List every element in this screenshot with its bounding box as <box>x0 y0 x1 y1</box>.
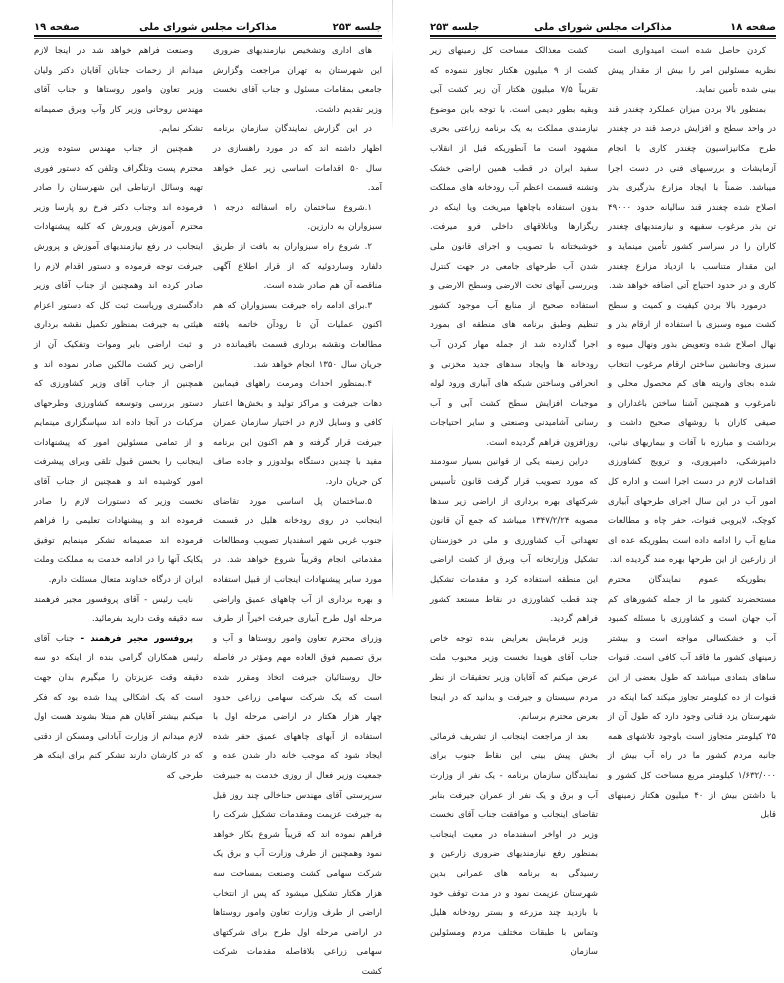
paragraph: بعد از مراجعت اینجانب از تشریف فرمائی بخش پیش بینی این نقاط جنوب برای نمایندگان سازمان برنامه - یک نفر از وزارت آب و برق و یک نفر از عمران جیرفت بنابر تقاضای اینجانب و موافقت جناب آقای نخست وزیر در اواخر اسفندماه در معیت اینجانب بمنظور رفع نیازمندیهای ضروری زارعین و رسیدگی به برنامه های عمرانی بدین شهرستان عزیمت نمود و در مدت توقف خود با بازدید چند مزرعه و بستر رودخانه هلیل وتماس با طبقات مختلف مردم ومسئولین سازمان <box>430 731 598 958</box>
paragraph: همچنین از جناب مهندس ستوده وزیر محترم پست وتلگراف وتلفن که دستور فوری تهیه وسائل ارتباطی این شهرستان را صادر فرموده اند وجناب دکتر فرخ رو پارسا وزیر محترم آموزش وپرورش که کلیه پیشنهادات اینجانب در رفع نیازمندیهای آموزش و پرورش جیرفت توجه فرموده و دستور اقدام لازم را صادر کرده اند وهمچنین از جناب آقای وزیر دادگستری وریاست ثبت کل که دستور اعزام هیئتی به جیرفت بمنظور تکمیل نقشه برداری و ثبت اراضی بایر وموات وتفکیک آن از اراضی زیر کشت مالکین صادر نموده اند و همچنین از جناب آقای وزیر کشاورزی که دستور بررسی وتوسعه کشاورزی وطرحهای مرکبات در آنجا داده اند سپاسگزاری مینمایم و از تمامی مسئولین امور که پیشنهادات اینجانب را بحسن قبول تلقی وبرای پیشرفت امور کوشیده اند و همچنین از جناب آقای نخست وزیر که دستورات لازم را صادر فرموده اند و پیشنهادات تعلیمی را فراهم فرموده اند صمیمانه تشکر مینمایم توفیق یکایک آنها را در ادامه خدمت به مملکت وملت ایران از درگاه خداوند متعال مسئلت دارم. <box>34 143 203 586</box>
paragraph: بطوریکه عموم نمایندگان محترم مستحضرند کشور ما از جمله کشورهای کم آب جهان است و کشاورزی با مسئله کمبود آب و خشکسالی مواجه است و بیشتر زمینهای کشور ما فاقد آب کافی است. قنوات ساهای بتمادی میباشد که طول بعضی از این قنوات از ده کیلومتر تجاوز میکند کما اینکه در شهرستان یزد قناتی وجود دارد که طول آن از ۲۵ کیلومتر متجاوز است باوجود تلاشهای همه جانبه مردم کشور ما در راه آب بیش از ۱/۶۳۲/۰۰۰ کیلومتر مربع مساحت کل کشور و با داشتن بیش از ۴۰ میلیون هکتار زمینهای قابل <box>608 575 777 821</box>
page-number: صفحه ۱۹ <box>34 22 80 33</box>
speech-paragraph <box>34 630 203 787</box>
column-right <box>608 42 776 963</box>
paragraph: وزیر فرمایش بعرایض بنده توجه خاص جناب آقای هویدا نخست وزیر محبوب ملت عرض میکنم که آقایان وزیر تحقیقات از نظر مردم سیستان و جیرفت و بدانید که در اینجا بعرض محترم برسانم. <box>430 633 598 723</box>
paragraph: وصنعت فراهم خواهد شد در اینجا لازم میدانم از زحمات جنابان آقایان دکتر ولیان وزیر تعاون وامور روستاها و جناب آقای مهندس روحانی وزیر کار وآب وبرق صمیمانه تشکر نمایم. <box>34 46 203 135</box>
paragraph: ۱.شروع ساختمان راه اسفالته درجه ۱ سبزواران به دارزین. <box>213 202 382 233</box>
page-18 <box>400 0 780 958</box>
speaker-name: پروفسور مجیر فرهمند - <box>80 633 194 644</box>
header-rule <box>34 35 382 37</box>
page-19 <box>4 0 388 977</box>
running-header <box>34 19 382 33</box>
publication-title: مذاکرات مجلس شورای ملی <box>534 22 672 33</box>
paragraph: دراین زمینه یکی از قوانین بسیار سودمند که مورد تصویب قرار گرفت قانون تأسیس شرکتهای بهره برداری از اراضی زیر سدها مصوبه ۱۳۴۷/۲/۲۴ میباشد که جمع آن قانون تعهداتی آب کشاورزی و ملی در خوزستان تشکیل وزارتخانه آب وبرق از کشت اراضی این منطقه استفاده کرد و مقدمات تشکیل چند قطب کشاورزی در نقاط مستعد کشور فراهم گردید. <box>430 457 598 625</box>
paragraph: نایب رئیس - آقای پروفسور مجیر فرهمند سه دقیقه وقت دارید بفرمائید. <box>34 594 203 625</box>
paragraph: های اداری وتشخیص نیازمندیهای ضروری این شهرستان به تهران مراجعت وگزارش جامعی بمقامات مسئول و جناب آقای نخست وزیر تقدیم داشت. <box>213 46 382 115</box>
paragraph: ۳.برای ادامه راه جیرفت بسبزواران که هم اکنون عملیات آن تا رودآن خاتمه یافته مطالعات ونقشه برداری قسمت باقیمانده در جریان سال ۱۳۵۰ انجام خواهد شد. <box>213 300 382 370</box>
text-columns <box>34 42 382 983</box>
running-header <box>430 19 776 33</box>
column-left <box>430 42 598 963</box>
paragraph: کردن حاصل شده است امیدواری است نظریه مسئولین امر را بیش از مقدار پیش بینی شده تأمین نماید. <box>608 46 776 96</box>
paragraph: ۲. شروع راه سبزواران به بافت از طریق دلفارد وساردوئیه که از قرار اطلاع آگهی مناقصه آن هم صادر شده است. <box>213 241 382 292</box>
speech-text: جناب آقای رئیس همکاران گرامی بنده از اینکه دو سه دقیقه وقت عزیزتان را میگیرم بدان جهت است که یک اشکالی پیدا شده بود که فکر میکنم بیشتر آقایان هم مبتلا بشوند هست اول لازم میدانم از وزارت آبادانی ومسکن از دقتی که در کارشان دارند تشکر کنم برای اینکه هر طرحی که <box>34 633 203 781</box>
text-columns <box>430 42 776 963</box>
paragraph: ۵.ساختمان پل اساسی مورد تقاضای اینجانب در روی رودخانه هلیل در قسمت جنوب غربی شهر اسفندیار تصویب ومطالعات مقدماتی انجام وقریباً شروع خواهد شد. در مورد سایر پیشنهادات اینجانب از قبیل استفاده و بهره برداری از آب چاههای عمیق واراضی مرحله اول طرح آبیاری جیرفت اخیراً از طرف وزرای محترم تعاون وامور روستاها و آب و برق تصمیم فوق العاده مهم ومؤثر در فاصله حال روستائیان جیرفت اتخاذ ومقرر شده است که یک شرکت سهامی زراعی حدود چهار هزار هکتار در اراضی مرحله اول با استفاده از آبهای چاههای عمیق حفر شده ایجاد شود که موجب خانه دار شدن عده و جمعیت وزیر فعال از روزی خدمت به جبیرفت سرپرستی آقای مهندس حناخالی چند روز قبل به جیرفت عزیمت ومقدمات تشکیل شرکت را فراهم نموده اند که قریباً شروع بکار خواهد نمود وهمچنین از طرف وزارت آب و برق یک شرکت سهامی کشت وصنعت بمساحت سه هزار هکتار تشکیل میشود که پس از انتخاب اراضی از طرف وزارت تعاون وامور روستاها در اراضی مرحله اول طرح برای شرکتهای سهامی زراعی بلافاصله مقدمات شرکت کشت <box>213 496 382 977</box>
book-gutter <box>392 0 393 600</box>
column-left <box>34 42 203 983</box>
paragraph: درمورد بالا بردن کیفیت و کمیت و سطح کشت میوه وسبزی با استفاده از ارقام بذر و نهال اصلاح شده وتعویض بذور ونهال میوه و سبزی وجانشین ساختن ارقام مرغوب انتخاب شده بجای واریته های کم محصول محلی و نامرغوب و همچنین آشنا ساختن باغداران و صیفی کاران با روشهای صحیح داشت و برداشت و مبارزه با آفات و بیماریهای نباتی، دامپزشکی، دامپروری، و ترویج کشاورزی اقدامات لازم در دست اجرا است و اداره کل امور آب در این سال اجرای طرحهای آبیاری کوچک، لایروبی قنوات، حفر چاه و مطالعات منابع آب را ادامه داده است بطوریکه عده ای از زارعین از این طرحها بهره مند گردیده اند. <box>608 300 776 566</box>
paragraph: در این گزارش نمایندگان سازمان برنامه اظهار داشته اند که در مورد راهسازی در سال ۵۰ اقدامات اساسی زیر عمل خواهد آمد. <box>213 124 382 194</box>
paragraph: ۴.بمنظور احداث ومرمت راههای فیمابین دهات جیرفت و مراکز تولید و بخش‌ها اعتبار کافی و وسایل لازم در اختیار سازمان عمران جیرفت قرار گرفته و هم اکنون این برنامه مفید با چندین دستگاه بولدوزر و جاده صاف کن جریان دارد. <box>213 379 382 488</box>
publication-title: مذاکرات مجلس شورای ملی <box>139 22 277 33</box>
paragraph: بمنظور بالا بردن میزان عملکرد چغندر قند در واحد سطح و افزایش درصد قند در چغندر طرح مکانیزاسیون چغندر کاری با انجام آزمایشات و بررسیهای فنی در دست اجرا میباشد. ضمناً با ایجاد مزارع بذرگیری بذر اصلاح شده چغندر قند سالیانه حدود ۴۹۰۰۰ تن بذر مرغوب سفیهه و نیازمندیهای چغندر کاران را در سراسر کشور تأمین مینماید و این مقدار متناسب با ازدیاد مزارع چغندر کاری و در حدود احتیاج آتی اضافه خواهد شد. <box>608 104 776 292</box>
header-rule <box>430 35 776 37</box>
column-right <box>213 42 382 983</box>
page-number: صفحه ۱۸ <box>730 22 776 33</box>
session-label: جلسه ۲۵۳ <box>430 22 480 33</box>
session-label: جلسه ۲۵۳ <box>332 22 382 33</box>
paragraph: کشت معذالک مساحت کل زمینهای زیر کشت از ۹ میلیون هکتار تجاوز ننموده که تقریباً ۷/۵ میلیون هکتار آن زیر کشت آبی وبقیه بطور دیمی است. با توجه باین موضوع نیازمندی مملکت به یک برنامه زراعتی بحری مشهود است ما آنطوریکه قبل از انقلاب سفید ایران در قطب همین اراضی خشک وتشنه قسمت اعظم آب رودخانه های مملکت بدون استفاده باچاهها میریخت ویا اینکه در ریگزارها وباتلاقهای داخلی فرو میرفت. خوشبختانه با تصویب و اجرای قانون ملی شدن آب طرحهای جامعی در جهت کنترل وبررسی آبهای تحت الارضی وسطح الارضی و استفاده صحیح از منابع آب موجود کشور تنظیم وطبق برنامه های منطقه ای بمورد اجرا گذارده شد از جمله مهار کردن آب رودخانه ها وایجاد سدهای جدید مخزنی و انحرافی وساختن شبکه های آبیاری ورود لوله موجبات افزایش سطح کشت آبی و آب رسانی آشامیدنی وصنعتی و سایر احتیاجات روزافزون فراهم گردیده است. <box>430 46 598 448</box>
